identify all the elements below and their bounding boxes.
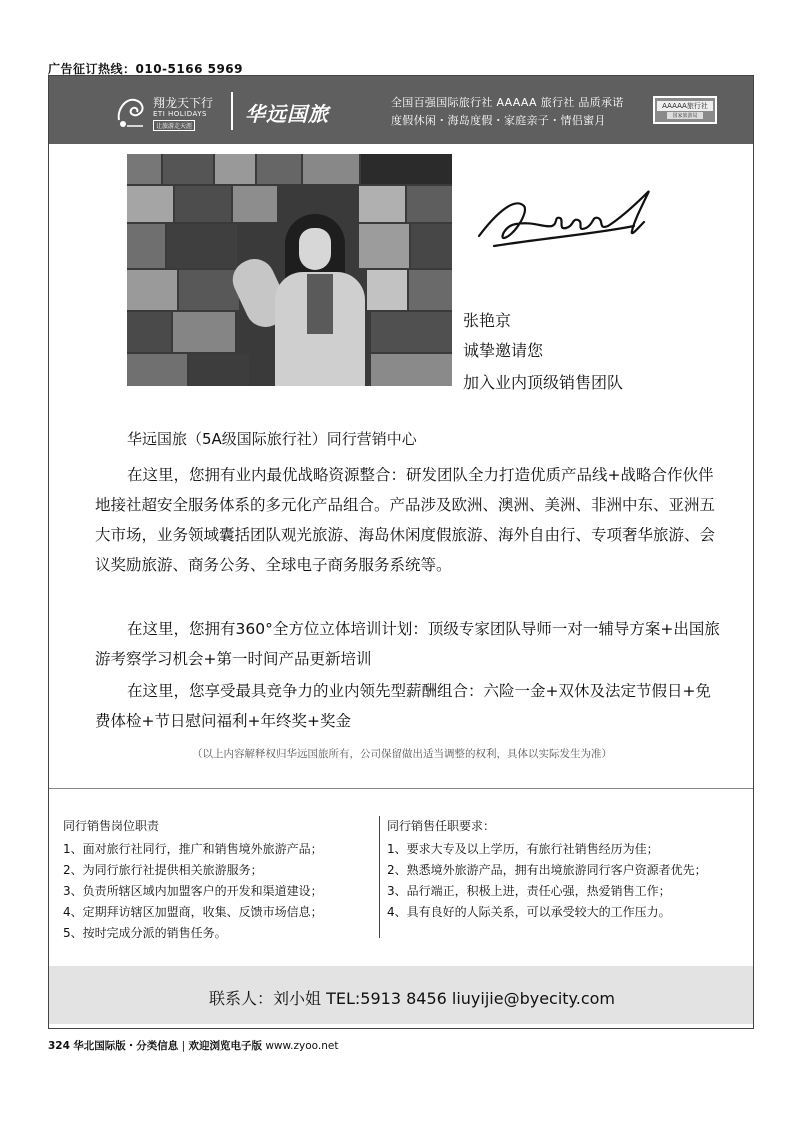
section-name: 华北国际版・分类信息: [73, 1040, 179, 1052]
header-banner: [49, 76, 753, 144]
list-item: 2、为同行旅行社提供相关旅游服务；: [63, 863, 263, 877]
eti-holidays-logo: [113, 86, 225, 134]
requirements-heading: 同行销售任职要求：: [387, 819, 496, 833]
duties-heading: 同行销售岗位职责: [63, 819, 160, 833]
banner-tagline-1: 全国百强国际旅行社 AAAAA 旅行社 品质承诺: [391, 96, 624, 109]
list-item: 4、定期拜访辖区加盟商，收集、反馈市场信息；: [63, 905, 323, 919]
paragraph-training: 在这里，您拥有360°全方位立体培训计划：顶级专家团队导师一对一辅导方案+出国旅游考察学习机会+第一时间产品更新培训: [95, 620, 720, 668]
footer-url[interactable]: www.zyoo.net: [265, 1040, 339, 1052]
contact-info: 联系人：刘小姐 TEL:5913 8456 liuyijie@byecity.com: [209, 989, 615, 1008]
promo-text: 欢迎浏览电子版: [188, 1040, 262, 1052]
eti-logo-cn-text: 翔龙天下行: [153, 96, 214, 110]
list-item: 1、面对旅行社同行，推广和销售境外旅游产品；: [63, 842, 323, 856]
page-footer: 324 华北国际版・分类信息 | 欢迎浏览电子版 www.zyoo.net: [48, 1040, 339, 1052]
banner-divider: [231, 92, 233, 130]
handwritten-signature: [474, 176, 674, 276]
eti-logo-sub-text: 让旅游走天涯: [153, 120, 195, 131]
disclaimer-note: （以上内容解释权归华远国旅所有，公司保留做出适当调整的权利，具体以实际发生为准）: [192, 748, 612, 760]
paragraph-resources: 在这里，您拥有业内最优战略资源整合：研发团队全力打造优质产品线+战略合作伙伴地接社超安全服务体系的多元化产品组合。产品涉及欧洲、澳洲、美洲、非洲中东、亚洲五大市场，业务领域囊括团队观光旅游、海岛休闲度假旅游、海外自由行、专项奢华旅游、会议奖励旅游、商务公务、全球电子商务服务系统等。: [95, 466, 716, 574]
column-divider: [379, 816, 380, 938]
ad-frame: [48, 75, 754, 1029]
badge-main-text: AAAAA旅行社: [657, 101, 713, 111]
list-item: 3、品行端正，积极上进，责任心强，热爱销售工作；: [387, 884, 671, 898]
section-divider: [49, 788, 753, 789]
duties-list: [63, 816, 373, 944]
eti-logo-en-text: ETI HOLIDAYS: [153, 110, 207, 118]
ad-hotline: 广告征订热线：010-5166 5969: [48, 62, 244, 76]
badge-sub-text: 国家旅游局: [667, 112, 703, 119]
banner-tagline-2: 度假休闲・海岛度假・家庭亲子・情侣蜜月: [391, 114, 606, 127]
list-item: 4、具有良好的人际关系，可以承受较大的工作压力。: [387, 905, 671, 919]
invite-text: 诚挚邀请您: [463, 341, 544, 360]
brand-name: 华远国旅: [245, 102, 329, 126]
dragon-logo-icon: [113, 90, 151, 130]
list-item: 1、要求大专及以上学历，有旅行社销售经历为佳；: [387, 842, 659, 856]
paragraph-compensation: 在这里，您享受最具竞争力的业内领先型薪酬组合：六险一金+双休及法定节假日+免费体检+节日慰问福利+年终奖+奖金: [95, 682, 711, 730]
portrait-photo: [127, 154, 452, 386]
join-team-text: 加入业内顶级销售团队: [463, 373, 624, 392]
aaaaa-badge: [653, 96, 717, 124]
list-item: 5、按时完成分派的销售任务。: [63, 926, 227, 940]
list-item: 2、熟悉境外旅游产品，拥有出境旅游同行客户资源者优先；: [387, 863, 707, 877]
recruiter-name: 张艳京: [463, 311, 512, 330]
section-title: 华远国旅（5A级国际旅行社）同行营销中心: [127, 430, 417, 448]
requirements-list: [387, 816, 747, 923]
list-item: 3、负责所辖区域内加盟客户的开发和渠道建设；: [63, 884, 323, 898]
page-number: 324: [48, 1040, 70, 1052]
